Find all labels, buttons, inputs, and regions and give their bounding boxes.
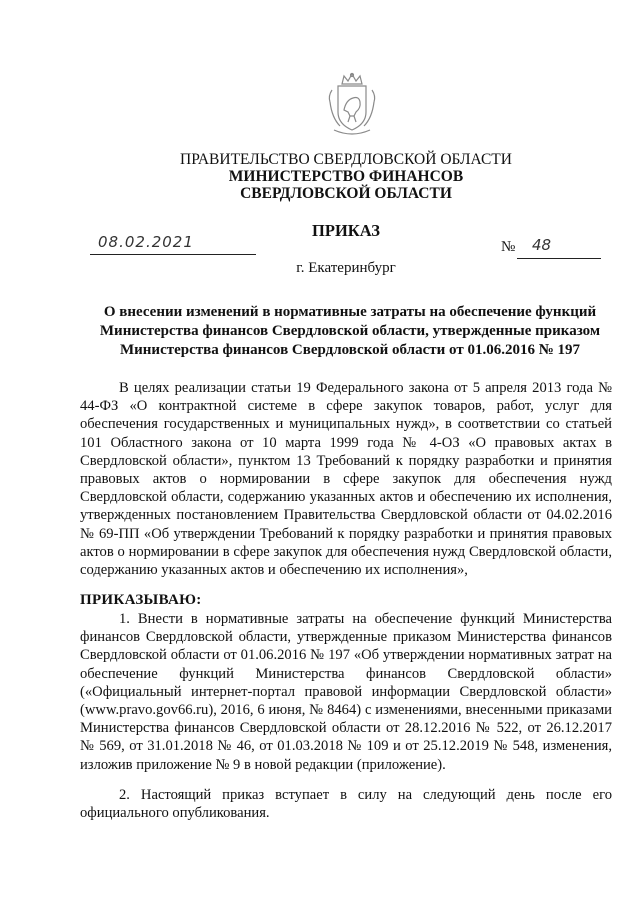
preamble-paragraph: В целях реализации статьи 19 Федерального закона от 5 апреля 2013 года № 44-ФЗ «О контрактной системе в сфере закупок товаров, работ, услуг для обеспечения государственных и муниципальных нужд», в соответствии со статьей 101 Областного закона от 10 марта 1999 года № 4-ОЗ «О правовых актах в Свердловской области», пунктом 13 Требований к порядку разработки и принятия правовых актов о нормировании в сфере закупок для обеспечения нужд Свердловской области, содержанию указанных актов и обеспечению их исполнения, утвержденных постановлением Правительства Свердловской области от 04.02.2016 № 69-ПП «Об утверждении Требований к порядку разработки и принятия правовых актов о нормировании в сфере закупок для обеспечения нужд Свердловской области, содержанию указанных актов и обеспечению их исполнения», xyxy=(80,380,612,579)
document-subject xyxy=(60,303,640,360)
date-underline xyxy=(90,253,256,255)
document-number: 48 xyxy=(532,236,552,254)
document-date: 08.02.2021 xyxy=(98,233,194,251)
coat-of-arms-icon xyxy=(326,72,378,138)
subject-line-1: О внесении изменений в нормативные затраты на обеспечение функций xyxy=(103,304,597,320)
government-name: ПРАВИТЕЛЬСТВО СВЕРДЛОВСКОЙ ОБЛАСТИ xyxy=(180,151,512,168)
document-type: ПРИКАЗ xyxy=(312,221,380,240)
ministry-name-line2: СВЕРДЛОВСКОЙ ОБЛАСТИ xyxy=(240,185,452,202)
subject-line-2: Министерства финансов Свердловской области, утвержденные приказом xyxy=(99,323,601,339)
ministry-name-line1: МИНИСТЕРСТВО ФИНАНСОВ xyxy=(228,168,464,185)
decree-heading: ПРИКАЗЫВАЮ: xyxy=(80,592,202,608)
number-underline xyxy=(517,257,601,259)
order-item-1: 1. Внести в нормативные затраты на обеспечение функций Министерства финансов Свердловской области, утвержденные приказом Министерства финансов Свердловской области от 01.06.2016 № 197 «Об утверждении нормативных затрат на обеспечение функций Министерства финансов Свердловской области» («Официальный интернет-портал правовой информации Свердловской области» (www.pravo.gov66.ru), 2016, 6 июня, № 8464) с изменениями, внесенными приказами Министерства финансов Свердловской области от 28.12.2016 № 522, от 26.12.2017 № 569, от 31.01.2018 № 46, от 01.03.2018 № 109 и от 25.12.2019 № 548, изменения, изложив приложение № 9 в новой редакции (приложение). xyxy=(80,611,612,773)
document-city: г. Екатеринбург xyxy=(296,260,396,276)
subject-line-3: Министерства финансов Свердловской области от 01.06.2016 № 197 xyxy=(119,342,581,358)
number-sign: № xyxy=(501,239,516,255)
order-item-2: 2. Настоящий приказ вступает в силу на следующий день после его официального опубликования. xyxy=(80,787,612,822)
